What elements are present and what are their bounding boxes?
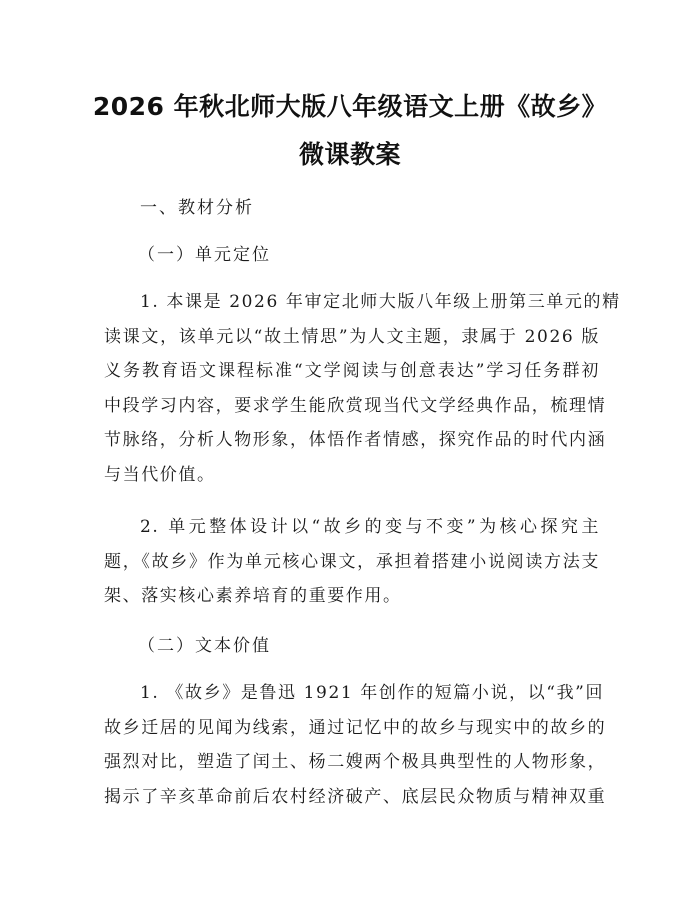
document-title-line-1: 2026 年秋北师大版八年级语文上册《故乡》 — [92, 92, 608, 121]
paragraph-unit-positioning-2 — [104, 510, 600, 614]
paragraph-unit-positioning-1 — [104, 285, 621, 492]
paragraph-line: 节脉络，分析人物形象，体悟作者情感，探究作品的时代内涵 — [104, 430, 607, 450]
paragraph-line: 义务教育语文课程标准“文学阅读与创意表达”学习任务群初 — [104, 361, 600, 381]
paragraph-line: 2. 单元整体设计以“故乡的变与不变”为核心探究主 — [140, 517, 600, 537]
section-heading-textbook-analysis: 一、教材分析 — [140, 198, 254, 218]
paragraph-line: 故乡迁居的见闻为线索，通过记忆中的故乡与现实中的故乡的 — [104, 717, 607, 738]
paragraph-line: 揭示了辛亥革命前后农村经济破产、底层民众物质与精神双重 — [104, 786, 607, 807]
paragraph-line: 与当代价值。 — [104, 464, 216, 485]
paragraph-line: 架、落实核心素养培育的重要作用。 — [104, 586, 402, 606]
subsection-heading-text-value: （二）文本价值 — [138, 636, 271, 656]
paragraph-line: 1. 本课是 2026 年审定北师大版八年级上册第三单元的精 — [140, 292, 621, 312]
paragraph-line: 中段学习内容，要求学生能欣赏现当代文学经典作品，梳理情 — [104, 395, 607, 416]
document-title-line-2: 微课教案 — [298, 140, 401, 169]
paragraph-line: 强烈对比，塑造了闰土、杨二嫂两个极具典型性的人物形象， — [104, 752, 607, 772]
paragraph-line: 题，《故乡》作为单元核心课文，承担着搭建小说阅读方法支 — [104, 551, 600, 572]
paragraph-line: 1. 《故乡》是鲁迅 1921 年创作的短篇小说，以“我”回 — [140, 683, 605, 703]
subsection-heading-unit-positioning: （一）单元定位 — [138, 245, 271, 265]
paragraph-text-value-1 — [104, 676, 607, 814]
paragraph-line: 读课文，该单元以“故土情思”为人文主题，隶属于 2026 版 — [104, 326, 600, 347]
